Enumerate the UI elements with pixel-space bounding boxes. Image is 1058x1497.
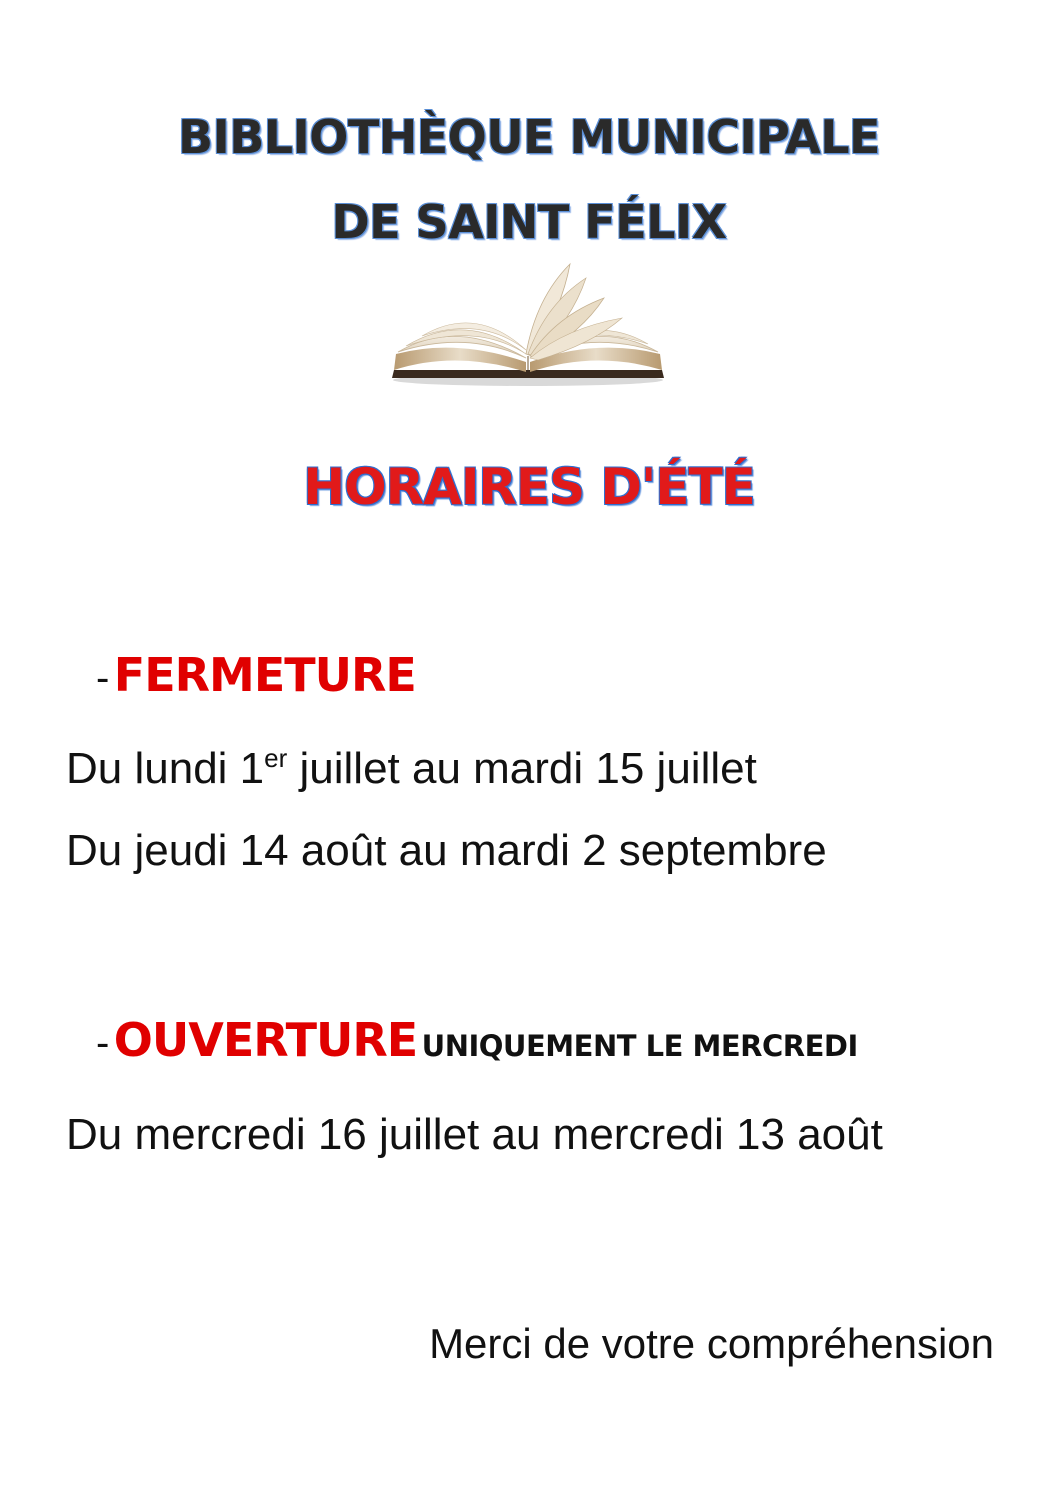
closing-period-1-end: juillet au mardi 15 juillet: [287, 744, 757, 793]
ordinal-suffix: er: [264, 743, 288, 773]
closing-label: FERMETURE: [113, 648, 416, 702]
thanks-message: Merci de votre compréhension: [429, 1320, 994, 1367]
opening-section-heading: [96, 1013, 858, 1067]
opening-dash: -: [96, 1021, 110, 1065]
opening-period-1: Du mercredi 16 juillet au mercredi 13 août: [66, 1110, 883, 1159]
summer-hours-heading: HORAIRES D'ÉTÉ: [303, 458, 755, 516]
page-title-line-1: BIBLIOTHÈQUE MUNICIPALE: [178, 110, 880, 164]
opening-label: OUVERTURE: [113, 1013, 418, 1067]
closing-period-1: [66, 743, 757, 793]
closing-section-heading: [96, 648, 416, 702]
opening-note: UNIQUEMENT LE MERCREDI: [421, 1029, 858, 1063]
closing-period-1-start: Du lundi 1: [66, 744, 265, 793]
closing-dash: -: [96, 656, 110, 700]
closing-period-2: Du jeudi 14 août au mardi 2 septembre: [66, 826, 827, 875]
page-title-line-2: DE SAINT FÉLIX: [331, 195, 727, 249]
open-book-icon: [386, 258, 670, 388]
